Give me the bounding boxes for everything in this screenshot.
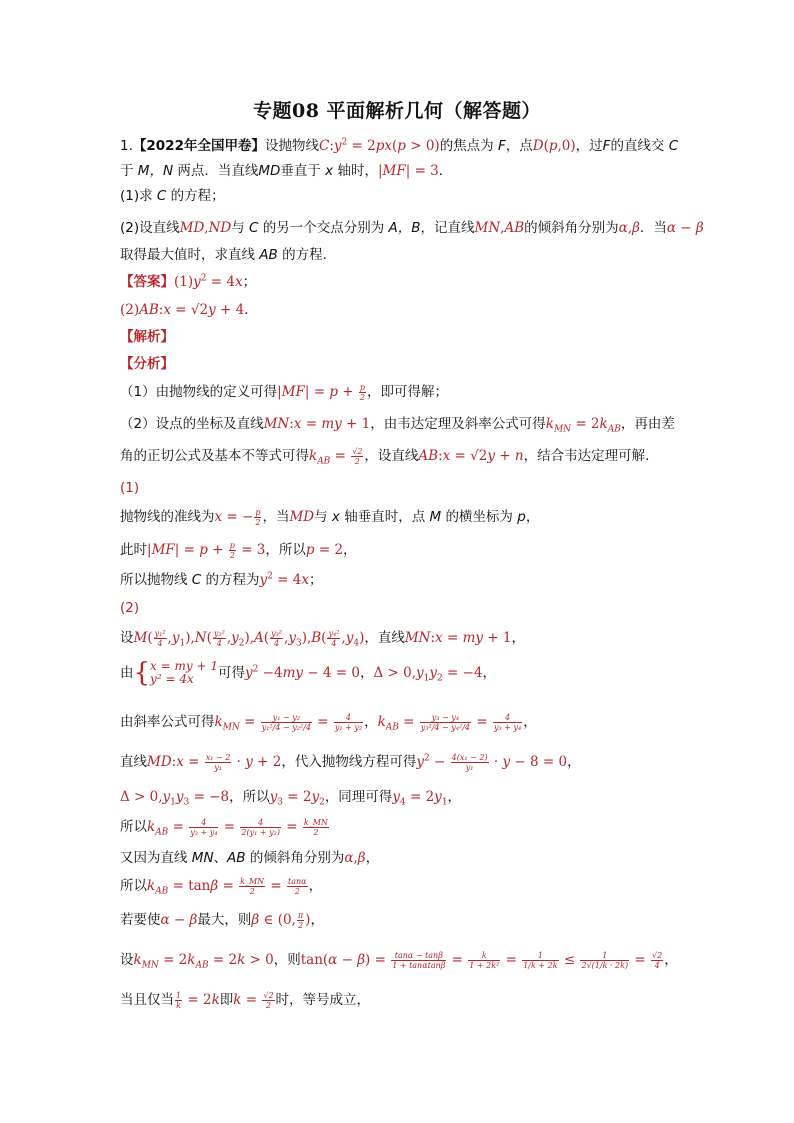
solution-line-1: 抛物线的准线为x = − $\frac{p}{2}$ ，当MD与 x 轴垂直时，点 M 的横坐标为 p， bbox=[120, 507, 540, 527]
page-title: 专题08 平面解析几何（解答题） bbox=[252, 100, 542, 122]
solution-line-12: 若要使α − β最大，则β ∈ (0, $\frac{\pi}{2}$ )， bbox=[120, 910, 324, 930]
solution-part-2: (2) bbox=[120, 600, 140, 616]
fenxi-label: 【分析】 bbox=[120, 356, 174, 372]
solution-line-4: 设M( $\frac{\text{y₁²}}{4}$ $,y_1),N$( $\frac{\text{y₂²}}{4}$ $,y_2),A$( $\frac{\text{y₃²}}{4}$ $,y_3),B$( $\frac{\text{y₄²}}{4}$ $,y_4$)，直线MN:x = my + 1， bbox=[120, 628, 525, 649]
solution-line-7: 直线MD:x = $\frac{\text{x₁ − 2}}{\text{y₁}}$ · y + 2，代入抛物线方程可得$y^2$ − $\frac{\text{4(x₁ − 2)}}{\text{y₁}}$ · y − 8 = 0， bbox=[120, 752, 581, 772]
problem-line-2: 于 M，N 两点．当直线MD垂直于 x 轴时，|MF| = 3． bbox=[120, 163, 453, 179]
question-2-line-2: 取得最大值时，求直线 AB 的方程． bbox=[120, 247, 337, 263]
solution-line-3: 所以抛物线 C 的方程为$y^2 = 4x$； bbox=[120, 571, 323, 588]
fenxi-line-2: （2）设点的坐标及直线MN:x = my + 1，由韦达定理及斜率公式可得$k_{MN} = 2k_{AB}$，再由差 bbox=[120, 416, 675, 435]
solution-line-10: 又因为直线 MN、AB 的倾斜角分别为α,β， bbox=[120, 850, 380, 866]
solution-line-13: 设$k_{MN} = 2k_{AB} = 2k > 0$，则tan(α − β) = $\frac{\tan\alpha - \tan\beta}{1 + \tan\alpha\tan\beta}$ = $\frac{k}{\text{1 + 2k²}}$ = $\frac{1}{1/k + 2k}$ ≤ $\frac{1}{2√(1/k \cdot 2k)}$ = $\frac{√2}{4}$ ， bbox=[120, 950, 678, 971]
answer-line-1: 【答案】$(1)y^2 = 4x$； bbox=[120, 273, 257, 290]
question-2-line-1: (2)设直线MD,ND与 C 的另一个交点分别为 A，B，记直线MN,AB的倾斜角分别为α,β．当α − β bbox=[120, 220, 704, 236]
solution-line-9: 所以$k_{AB}$ = $\frac{4}{\text{y₃ + y₄}}$ = $\frac{4}{\text{2(y₁ + y₂)}}$ = $\frac{k\_MN}{2}$ bbox=[120, 817, 328, 838]
fenxi-line-1: （1）由抛物线的定义可得|MF| = p + $\frac{p}{2}$ ，即可得解； bbox=[120, 382, 448, 402]
problem-source: 【2022年全国甲卷】 bbox=[132, 138, 265, 154]
solution-line-8: $\Delta > 0,y_1y_3 = -8$，所以$y_3 = 2y_2$，同理可得$y_4 = 2y_1$， bbox=[120, 789, 462, 808]
solution-part-1: (1) bbox=[120, 480, 140, 496]
solution-line-11: 所以$k_{AB} = \tan\beta$ = $\frac{k\_MN}{2}$ = $\frac{\tan\alpha}{2}$ ， bbox=[120, 876, 323, 897]
solution-line-6: 由斜率公式可得$k_{MN}$ = $\frac{\text{y₁ − y₂}}{\text{y₁²/4 − y₂²/4}}$ = $\frac{4}{\text{y₁ + y₂}}$ ，$k_{AB}$ = $\frac{\text{y₃ − y₄}}{\text{y₃²/4 − y₄²/4}}$ = $\frac{4}{\text{y₃ + y₄}}$ ， bbox=[120, 712, 537, 733]
fenxi-line-3: 角的正切公式及基本不等式可得$k_{AB}$ = $\frac{√2}{2}$ ，设直线AB:x = √2y + n，结合韦达定理可解． bbox=[120, 446, 659, 467]
question-1: (1)求 C 的方程； bbox=[120, 188, 225, 204]
answer-line-2: (2)AB:x = √2y + 4． bbox=[120, 302, 258, 318]
analysis-label: 【解析】 bbox=[120, 329, 174, 345]
solution-line-5: 由{ x = my + 1 y² = 4x 可得$y^2 -4my - 4 = 0$，$\Delta > 0,y_1y_2 = -4$， bbox=[120, 658, 497, 688]
problem-line-1: 1.【2022年全国甲卷】设抛物线$C:y^2 = 2px(p > 0)$的焦点为 F，点D(p,0)，过F的直线交 C bbox=[120, 137, 679, 154]
solution-line-14: 当且仅当 $\frac{1}{k}$ = 2k即k = $\frac{√2}{2}$ 时，等号成立， bbox=[120, 990, 371, 1010]
solution-line-2: 此时|MF| = p + $\frac{p}{2}$ = 3，所以p = 2， bbox=[120, 540, 357, 560]
